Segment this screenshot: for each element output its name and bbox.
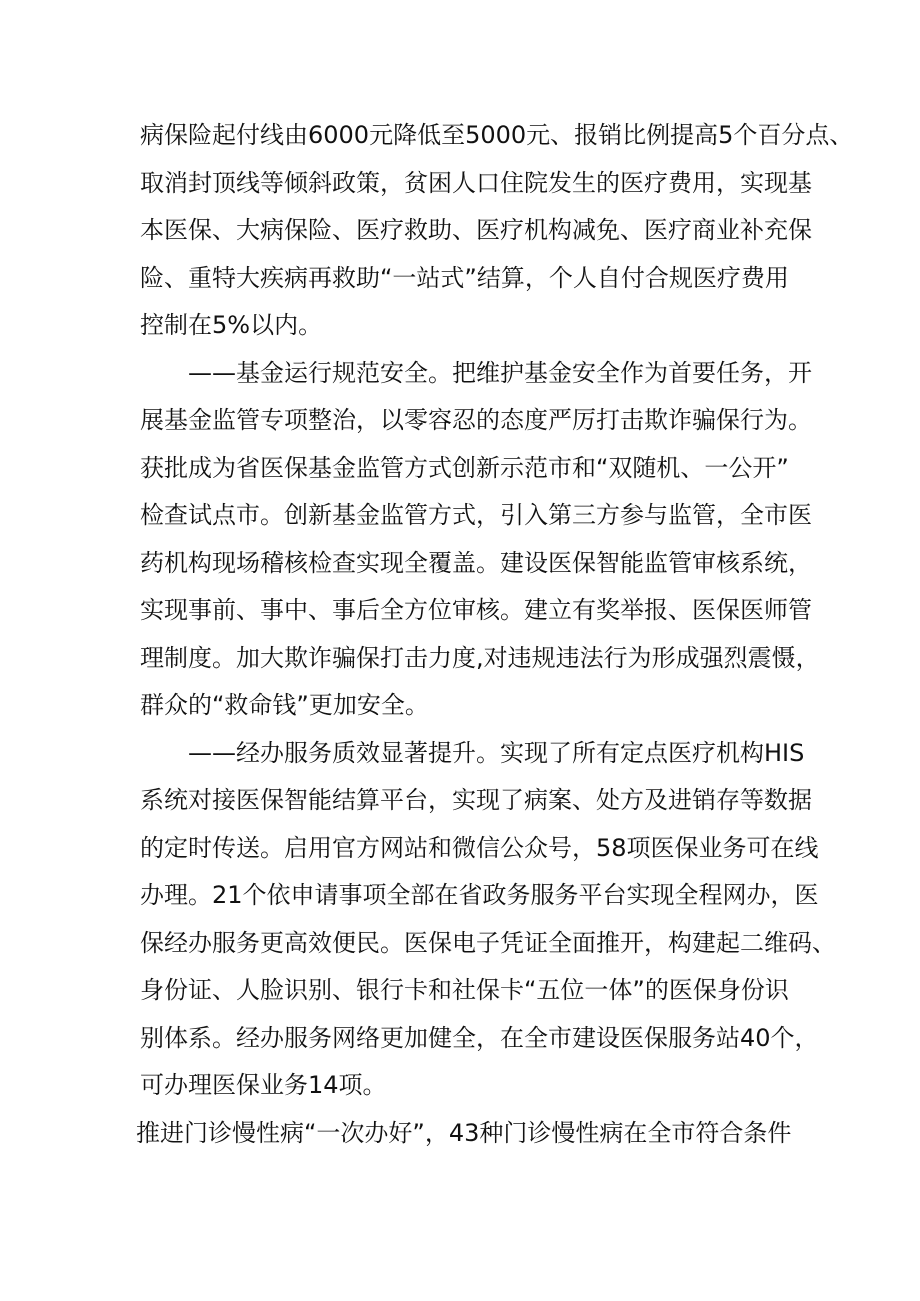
text-line: 获批成为省医保基金监管方式创新示范市和“双随机、一公开” [140,453,789,482]
paragraph-start-line: ——经办服务质效显著提升。实现了所有定点医疗机构HIS [188,738,805,767]
text-line: 保经办服务更高效便民。医保电子凭证全面推开，构建起二维码、 [140,928,836,957]
text-line: 办理。21个依申请事项全部在省政务服务平台实现全程网办，医 [140,881,819,909]
text-line: 可办理医保业务14项。 [140,1071,387,1099]
text-line: 药机构现场稽核检查实现全覆盖。建设医保智能监管审核系统， [140,548,812,577]
text-line: 检查试点市。创新基金监管方式，引入第三方参与监管，全市医 [140,501,812,529]
document-body [136,112,854,1157]
text-line: 身份证、人脸识别、银行卡和社保卡“五位一体”的医保身份识 [140,976,789,1004]
text-line: 控制在5%以内。 [140,311,323,339]
text-line: 理制度。加大欺诈骗保打击力度,对违规违法行为形成强烈震慑， [140,643,820,672]
text-line: 本医保、大病保险、医疗救助、医疗机构减免、医疗商业补充保 [140,216,812,244]
text-line: 的定时传送。启用官方网站和微信公众号，58项医保业务可在线 [140,833,819,862]
text-line: 群众的“救命钱”更加安全。 [140,691,429,719]
text-line: 别体系。经办服务网络更加健全，在全市建设医保服务站40个， [140,1023,819,1052]
text-line: 系统对接医保智能结算平台，实现了病案、处方及进销存等数据 [140,786,812,814]
text-line: 实现事前、事中、事后全方位审核。建立有奖举报、医保医师管 [140,596,812,624]
paragraph-start-line: 推进门诊慢性病“一次办好”，43种门诊慢性病在全市符合条件 [136,1118,792,1147]
text-line: 展基金监管专项整治，以零容忍的态度严厉打击欺诈骗保行为。 [140,406,812,434]
text-line: 取消封顶线等倾斜政策，贫困人口住院发生的医疗费用，实现基 [140,168,812,197]
text-line: 险、重特大疾病再救助“一站式”结算，个人自付合规医疗费用 [140,263,789,292]
paragraph-start-line: ——基金运行规范安全。把维护基金安全作为首要任务，开 [188,358,812,387]
text-line: 病保险起付线由6000元降低至5000元、报销比例提高5个百分点、 [140,121,854,149]
